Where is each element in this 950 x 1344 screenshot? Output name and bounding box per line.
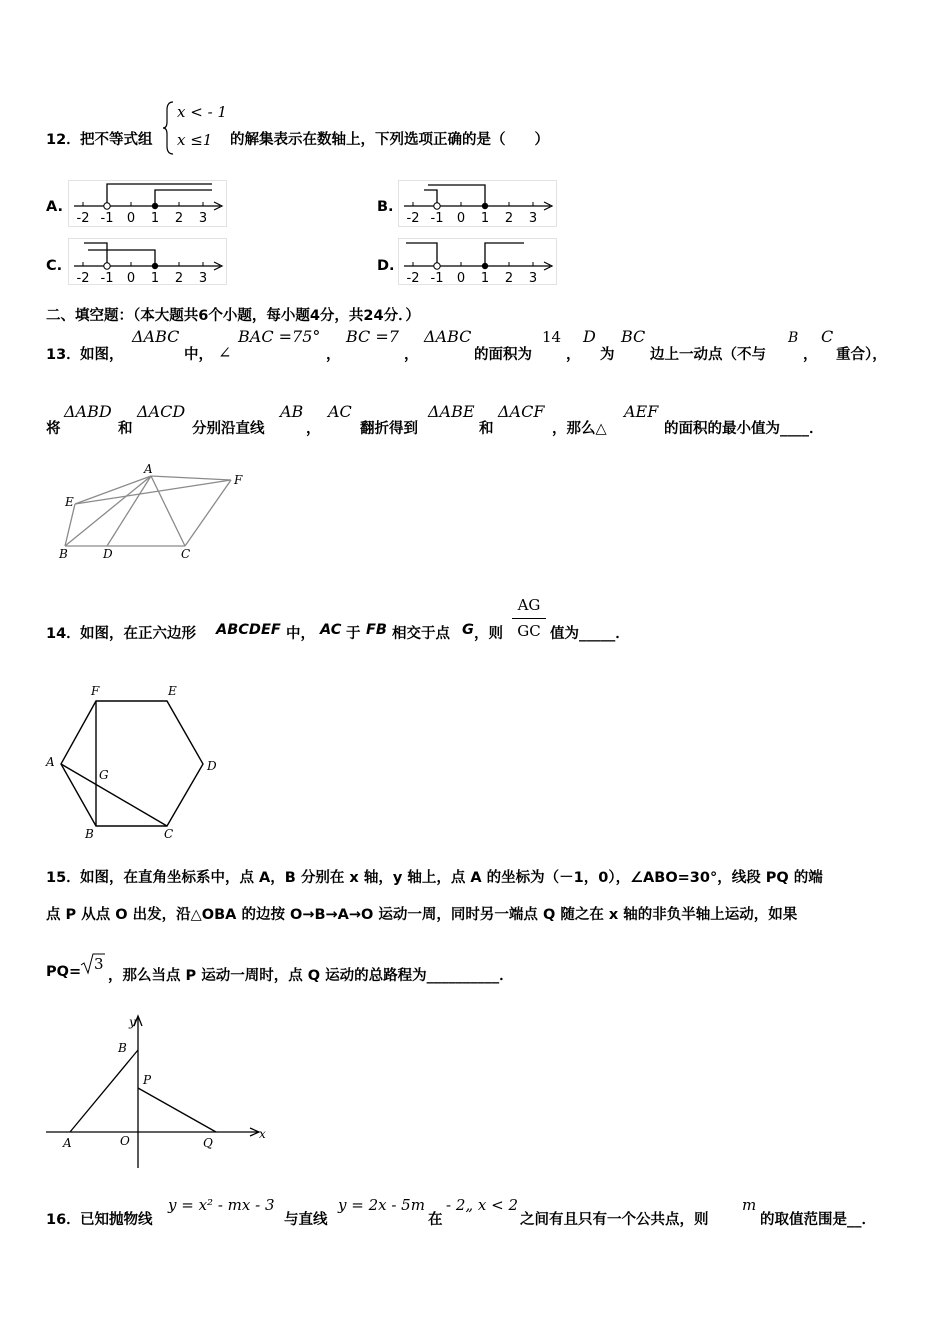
q14-text: 于: [346, 626, 361, 642]
q12-a-tick-label: -2: [76, 211, 90, 226]
q14-fraction-numerator: AG: [517, 596, 541, 614]
q14-math: AC: [320, 622, 342, 638]
q15-label-x: x: [259, 1127, 266, 1141]
q13-label-f: F: [234, 473, 243, 487]
q12-option-a-numberline[interactable]: [68, 180, 228, 228]
q13-math: B: [788, 330, 799, 346]
q13-text: 中，: [184, 347, 213, 363]
q13-math: ΔABC: [424, 327, 472, 346]
q14-label-b: B: [85, 827, 94, 841]
q12-system-line1: x < - 1: [177, 103, 227, 121]
q12-b-tick-label: -2: [406, 211, 420, 226]
q13-math: ΔABC: [132, 327, 180, 346]
q13-text: 分别沿直线: [192, 421, 265, 437]
q14-label-d: D: [207, 759, 217, 773]
q12-b-tick-label: 0: [456, 211, 466, 226]
section-title: 二、填空题：（本大题共6个小题，每小题4分，共24分．）: [46, 308, 420, 324]
q12-c-tick-label: -2: [76, 271, 90, 286]
q13-number: 13．: [46, 347, 81, 363]
q12-option-c-label[interactable]: C.: [46, 258, 63, 274]
q14-label-g: G: [99, 768, 109, 782]
q12-d-tick-label: 2: [504, 271, 514, 286]
q13-text: 和: [479, 421, 494, 437]
q12-a-tick-label: 0: [126, 211, 136, 226]
q13-text: 如图，: [80, 347, 124, 363]
q12-a-tick-label: -1: [100, 211, 114, 226]
q16-math-m: m: [742, 1196, 757, 1214]
q16-math-parabola: y = x² - mx - 3: [168, 1196, 275, 1214]
q14-fraction-bar: [512, 618, 546, 619]
q13-math: ΔACD: [137, 402, 186, 421]
q13-figure: [55, 462, 250, 562]
q13-text: ，: [326, 347, 341, 363]
q12-d-tick-label: -1: [430, 271, 444, 286]
q13-math: BC =7: [346, 327, 399, 346]
q12-option-b-numberline[interactable]: [398, 180, 558, 228]
q13-text: ，那么△: [552, 421, 607, 437]
q14-text: 如图，在正六边形: [80, 626, 196, 642]
q14-math: ABCDEF: [216, 622, 281, 638]
q12-c-tick-label: 2: [174, 271, 184, 286]
q12-c-tick-label: 3: [198, 271, 208, 286]
q13-text: 重合），: [836, 347, 887, 363]
q15-coordinate-figure: [40, 1010, 270, 1175]
q12-a-tick-label: 1: [150, 211, 160, 226]
q12-c-tick-label: 0: [126, 271, 136, 286]
q12-option-b-label[interactable]: B.: [377, 199, 394, 215]
q12-d-tick-label: 1: [480, 271, 490, 286]
q12-a-tick-label: 2: [174, 211, 184, 226]
q12-option-a-label[interactable]: A.: [46, 199, 63, 215]
q12-stem-a: 把不等式组: [80, 132, 153, 148]
q13-label-a: A: [144, 462, 153, 476]
q14-hexagon-figure: [40, 678, 230, 843]
q15-label-o: O: [120, 1134, 130, 1148]
q12-option-c-numberline[interactable]: [68, 238, 228, 286]
q16-text: 之间有且只有一个公共点，则: [520, 1212, 709, 1228]
q14-number: 14．: [46, 626, 81, 642]
q15-label-b: B: [118, 1041, 127, 1055]
q15-label-q: Q: [203, 1136, 213, 1150]
q15-line3-a: PQ=: [46, 964, 82, 980]
q12-c-tick-label: -1: [100, 271, 114, 286]
q12-option-d-numberline[interactable]: [398, 238, 558, 286]
q13-text: ，: [566, 347, 581, 363]
q12-c-tick-label: 1: [150, 271, 160, 286]
q13-math: ∠: [218, 343, 232, 362]
q12-d-tick-label: -2: [406, 271, 420, 286]
q15-line2: 点 P 从点 O 出发，沿△OBA 的边按 O→B→A→O 运动一周，同时另一端点 Q 随之在 x 轴的非负半轴上运动，如果: [46, 907, 798, 923]
q13-text: 翻折得到: [360, 421, 418, 437]
q16-text: 已知抛物线: [80, 1212, 153, 1228]
q13-math: ΔABD: [64, 402, 112, 421]
q14-fraction-denominator: GC: [517, 622, 541, 640]
q16-number: 16．: [46, 1212, 81, 1228]
q15-label-y: y: [129, 1015, 136, 1029]
q12-d-tick-label: 0: [456, 271, 466, 286]
q13-text: 的面积的最小值为____．: [664, 421, 824, 437]
q14-label-a: A: [46, 755, 55, 769]
q13-text: 将: [46, 421, 61, 437]
q13-math: ΔABE: [428, 402, 475, 421]
q14-label-e: E: [168, 684, 177, 698]
q12-number: 12．: [46, 132, 81, 148]
q13-math: ΔACF: [498, 402, 545, 421]
q15-label-a: A: [63, 1136, 72, 1150]
q13-math: 14: [542, 328, 562, 346]
q12-stem-b: 的解集表示在数轴上，下列选项正确的是（ ）: [230, 132, 549, 148]
q16-text: 的取值范围是__．: [760, 1212, 876, 1228]
q13-math: AC: [328, 402, 352, 421]
q13-math: AB: [280, 402, 304, 421]
q14-text: 相交于点: [392, 626, 450, 642]
q13-text: 为: [600, 347, 615, 363]
q12-b-tick-label: 1: [480, 211, 490, 226]
q13-math: AEF: [624, 402, 659, 421]
q13-text: ，: [803, 347, 818, 363]
q13-math: BC: [621, 327, 646, 346]
q16-math-range: - 2„ x < 2: [446, 1196, 519, 1214]
q12-b-tick-label: 3: [528, 211, 538, 226]
q13-text: 的面积为: [474, 347, 532, 363]
q14-label-c: C: [164, 827, 174, 841]
q15-label-p: P: [143, 1073, 152, 1087]
q16-math-line: y = 2x - 5m: [338, 1196, 425, 1214]
q14-text: ，则: [474, 626, 503, 642]
q14-math: G: [462, 622, 474, 638]
q13-math: BAC =75°: [238, 327, 321, 346]
q12-b-tick-label: 2: [504, 211, 514, 226]
q12-brace: [163, 100, 175, 156]
q15-sqrt-value: 3: [94, 955, 104, 973]
q13-label-b: B: [59, 547, 68, 561]
q14-label-f: F: [91, 684, 100, 698]
q12-d-tick-label: 3: [528, 271, 538, 286]
q12-b-tick-label: -1: [430, 211, 444, 226]
q15-line1: 如图，在直角坐标系中，点 A，B 分别在 x 轴，y 轴上，点 A 的坐标为（－1，0），∠ABO=30°，线段 PQ 的端: [80, 870, 823, 886]
q13-text: 和: [118, 421, 133, 437]
q13-math: C: [821, 327, 834, 346]
q13-text: 边上一动点（不与: [650, 347, 766, 363]
q12-a-tick-label: 3: [198, 211, 208, 226]
q14-text: 中，: [286, 626, 315, 642]
q16-text: 与直线: [284, 1212, 328, 1228]
q14-text: 值为_____．: [550, 626, 630, 642]
q13-math: D: [583, 327, 596, 346]
q13-text: ，: [306, 421, 321, 437]
q16-text: 在: [428, 1212, 443, 1228]
q12-system-line2: x ≤1: [177, 131, 213, 149]
q12-option-d-label[interactable]: D.: [377, 258, 395, 274]
q13-label-c: C: [181, 547, 191, 561]
q13-label-d: D: [103, 547, 113, 561]
q15-number: 15．: [46, 870, 81, 886]
q14-math: FB: [366, 622, 387, 638]
q13-label-e: E: [65, 495, 74, 509]
q15-line3-b: ，那么当点 P 运动一周时，点 Q 运动的总路程为__________．: [108, 968, 514, 984]
q13-text: ，: [404, 347, 419, 363]
